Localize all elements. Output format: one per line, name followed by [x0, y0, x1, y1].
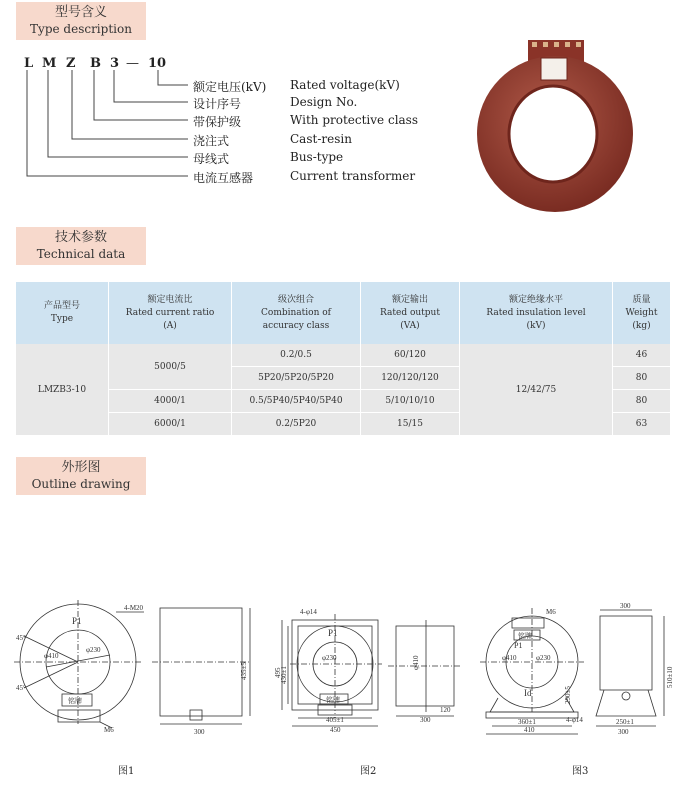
dim-label: 铭牌: [518, 632, 532, 640]
cell-ratio: 4000/1: [109, 390, 232, 413]
figure-caption: 图1: [118, 766, 135, 777]
dim-label: φ410: [502, 654, 517, 662]
cell-weight: 80: [613, 367, 671, 390]
header-unit: (A): [163, 320, 177, 331]
header-en: Combination of: [261, 307, 331, 318]
code-letter: Z: [66, 56, 76, 71]
cell-insulation: 12/42/75: [460, 344, 613, 436]
dim-label: φ230: [536, 654, 551, 662]
header-en: Type: [50, 314, 74, 324]
header-unit: (kg): [632, 320, 651, 331]
cell-combo: 0.5/5P40/5P40/5P40: [232, 390, 361, 413]
legend-en: Design No.: [290, 95, 358, 109]
cell-model: LMZB3-10: [16, 344, 109, 436]
dim-label: 410: [524, 726, 535, 734]
dim-label: P1: [72, 616, 82, 626]
code-letter: B: [90, 56, 101, 71]
header-zh: 额定电流比: [147, 294, 193, 305]
figure-caption: 图2: [360, 766, 377, 777]
dim-label: 120: [440, 706, 451, 714]
header-zh: 额定绝缘水平: [508, 294, 563, 305]
dim-label: 45°: [16, 634, 26, 642]
dim-label: 4-φ14: [566, 716, 583, 724]
dim-label: 495: [274, 667, 282, 678]
legend-en: Current transformer: [290, 169, 416, 183]
legend-en: Cast-resin: [290, 132, 352, 146]
legend-zh: 额定电压(kV): [193, 80, 267, 94]
dim-label: 4-M20: [124, 604, 144, 612]
header-en: Rated output: [380, 307, 440, 318]
code-letter: 3: [110, 56, 120, 71]
legend-zh: 带保护级: [193, 115, 242, 129]
dim-label: 435±5: [240, 662, 248, 680]
legend-zh: 电流互感器: [193, 171, 254, 185]
section-title-zh: 技术参数: [54, 230, 107, 245]
dim-label: φ410: [412, 655, 420, 670]
header-unit: (VA): [400, 320, 420, 331]
cell-combo: 0.2/0.5: [232, 344, 361, 367]
dim-label: 300: [618, 728, 629, 736]
dim-label: 450: [330, 726, 341, 734]
header-en: Weight: [625, 307, 658, 318]
legend-en: Bus-type: [290, 150, 344, 164]
legend-zh: 浇注式: [193, 134, 230, 148]
section-title-en: Technical data: [36, 247, 126, 261]
dim-label: φ230: [86, 646, 101, 654]
header-unit: (kV): [526, 320, 546, 331]
header-zh: 额定输出: [391, 294, 428, 305]
legend-en: With protective class: [290, 113, 418, 127]
code-letter: —: [126, 56, 139, 71]
header-en: Rated current ratio: [125, 307, 215, 318]
header-unit: accuracy class: [262, 320, 330, 331]
cell-output: 5/10/10/10: [361, 390, 460, 413]
dim-label: 300: [194, 728, 205, 736]
dim-label: P1: [514, 641, 523, 650]
header-en: Rated insulation level: [486, 307, 586, 318]
code-letter: 10: [148, 56, 167, 71]
cell-combo: 5P20/5P20/5P20: [232, 367, 361, 390]
dim-label: φ230: [322, 654, 337, 662]
dim-label: M6: [546, 608, 556, 616]
dim-label: 300: [420, 716, 431, 724]
dim-label: 250±1: [616, 718, 634, 726]
cell-combo: 0.2/5P20: [232, 413, 361, 436]
dim-label: 铭牌: [326, 696, 340, 704]
cell-weight: 80: [613, 390, 671, 413]
legend-zh: 母线式: [193, 152, 230, 166]
cell-output: 120/120/120: [361, 367, 460, 390]
section-title-en: Type description: [30, 22, 132, 36]
dim-label: M6: [104, 726, 114, 734]
section-title-en: Outline drawing: [31, 477, 131, 491]
cell-output: 15/15: [361, 413, 460, 436]
cell-ratio: 5000/5: [109, 344, 232, 390]
cell-ratio: 6000/1: [109, 413, 232, 436]
dim-label: φ410: [44, 652, 59, 660]
dim-label: 铭牌: [68, 697, 82, 705]
figure-caption: 图3: [572, 766, 589, 777]
dim-label: 4-φ14: [300, 608, 317, 616]
dim-label: Id: [524, 688, 532, 698]
cell-weight: 63: [613, 413, 671, 436]
section-title-zh: 外形图: [61, 460, 101, 475]
dim-label: 405±1: [326, 716, 344, 724]
header-zh: 产品型号: [43, 301, 80, 311]
cell-output: 60/120: [361, 344, 460, 367]
dim-label: 510±10: [666, 666, 674, 688]
code-letter: M: [42, 56, 57, 71]
code-letter: L: [24, 56, 34, 71]
dim-label: 360±1: [518, 718, 536, 726]
dim-label: 430±1: [280, 666, 288, 684]
cell-weight: 46: [613, 344, 671, 367]
legend-zh: 设计序号: [193, 97, 242, 111]
dim-label: 45°: [16, 684, 26, 692]
dim-label: P1: [328, 628, 338, 638]
dim-label: 300: [620, 602, 631, 610]
dim-label: 290±5: [564, 686, 572, 704]
header-zh: 级次组合: [277, 294, 314, 305]
header-zh: 质量: [632, 294, 651, 305]
section-title-zh: 型号含义: [54, 5, 107, 20]
legend-en: Rated voltage(kV): [290, 78, 400, 92]
